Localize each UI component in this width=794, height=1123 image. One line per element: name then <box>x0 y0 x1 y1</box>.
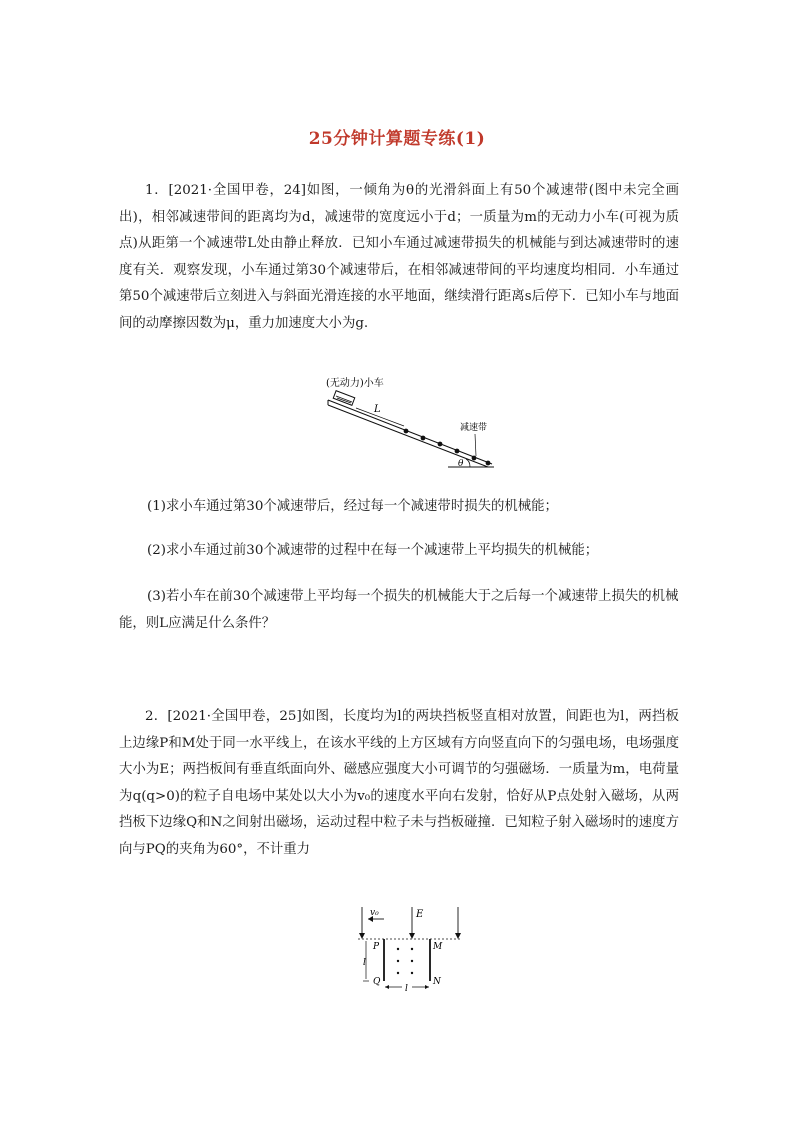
N-label: N <box>433 977 441 987</box>
v0-label: v₀ <box>370 908 379 918</box>
page-title: 25分钟计算题专练(1) <box>308 129 486 149</box>
question-1: (1)求小车通过第30个减速带后，经过每一个减速带时损失的机械能； <box>147 499 558 514</box>
P-label: P <box>373 942 380 952</box>
M-label: M <box>433 942 443 952</box>
problem-1-text: 1．[2021·全国甲卷，24]如图，一倾角为θ的光滑斜面上有50个减速带(图中未完全画出)，相邻减速带间的距离均为d，减速带的宽度远小于d；一质量为m的无动力小车(可视为质点)从距第一个减速带L处由静止释放．已知小车通过减速带损失的机械能与到达减速带时的速度有关．观察发现，小车通过第30个减速带后，在相邻减速带间的平均速度均相同．小车通过第50个减速带后立刻进入与斜面光滑连接的水平地面，继续滑行距离s后停下．已知小车与地面间的动摩擦因数为μ，重力加速度大小为g. <box>119 183 679 331</box>
l-bottom-label: l <box>405 984 408 994</box>
L-label: L <box>374 404 381 415</box>
speed-bump <box>486 461 491 466</box>
l-left-label: l <box>363 958 366 968</box>
E-label: E <box>416 909 424 920</box>
speed-bump <box>472 456 477 461</box>
car-label: (无动力)小车 <box>326 378 384 389</box>
speed-bump <box>404 429 409 434</box>
bump-label: 减速带 <box>460 423 488 433</box>
field-figure <box>354 905 466 995</box>
speed-bump <box>455 449 460 454</box>
question-3: (3)若小车在前30个减速带上平均每一个损失的机械能大于之后每一个减速带上损失的机械能，则L应满足什么条件？ <box>119 589 679 631</box>
question-2: (2)求小车通过前30个减速带的过程中在每一个减速带上平均损失的机械能； <box>147 543 599 558</box>
incline-figure <box>320 372 500 472</box>
speed-bump <box>438 442 443 447</box>
speed-bump <box>421 436 426 441</box>
angle-label: θ <box>458 459 464 469</box>
problem-2-text: 2．[2021·全国甲卷，25]如图，长度均为l的两块挡板竖直相对放置，间距也为l，两挡板上边缘P和M处于同一水平线上，在该水平线的上方区域有方向竖直向下的匀强电场，电场强度大小为E；两挡板间有垂直纸面向外、磁感应强度大小可调节的匀强磁场．一质量为m，电荷量为q(q>0)的粒子自电场中某处以大小为v₀的速度水平向右发射，恰好从P点处射入磁场，从两挡板下边缘Q和N之间射出磁场，运动过程中粒子未与挡板碰撞．已知粒子射入磁场时的速度方向与PQ的夹角为60°，不计重力 <box>119 709 679 857</box>
Q-label: Q <box>373 977 381 987</box>
